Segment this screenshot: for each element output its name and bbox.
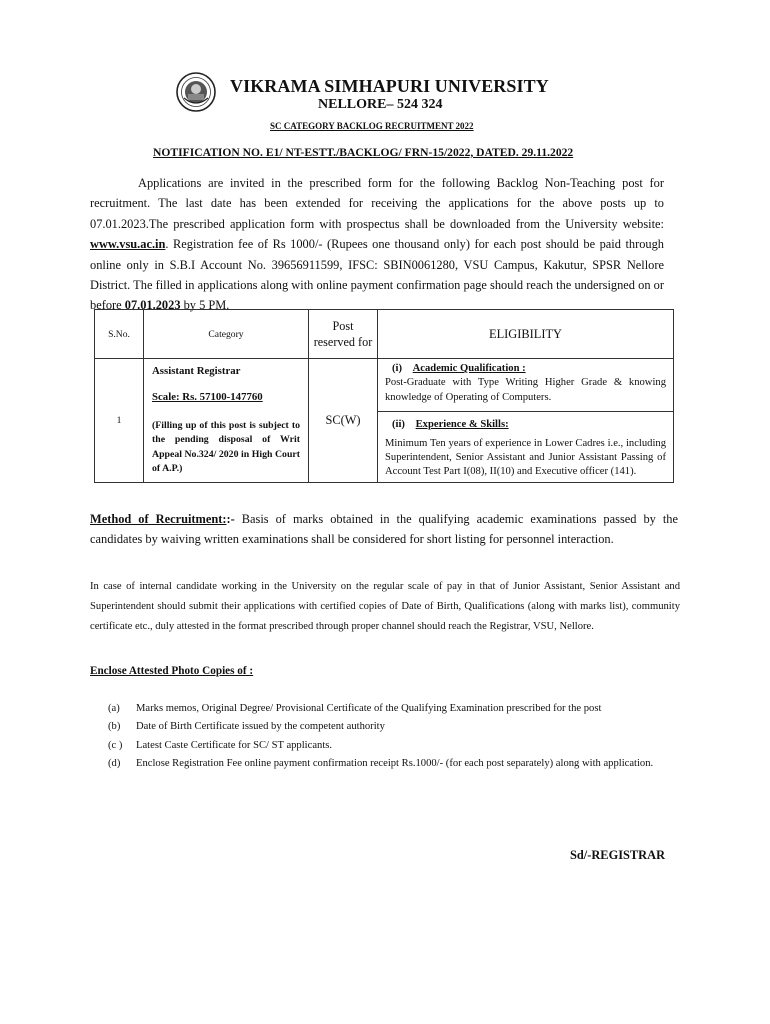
intro-paragraph — [90, 173, 664, 316]
list-item: (d) Enclose Registration Fee online payment confirmation receipt Rs.1000/- (for each post separately) along with application. — [108, 758, 654, 770]
table-row — [95, 359, 674, 483]
university-city: NELLORE– 524 324 — [318, 97, 443, 112]
list-item: (c ) Latest Caste Certificate for SC/ ST applicants. — [108, 739, 333, 751]
cell-reserved: SC(W) — [309, 359, 378, 483]
list-item: (a) Marks memos, Original Degree/ Provisional Certificate of the Qualifying Examination prescribed for the post — [108, 703, 602, 714]
header-post-reserved: Post reserved for — [309, 310, 378, 359]
experience-title: Experience & Skills: — [415, 419, 509, 431]
academic-text: Post-Graduate with Type Writing Higher Grade & knowing knowledge of Operating of Computers. — [385, 377, 666, 403]
method-text: Basis of marks obtained in the qualifying academic examinations passed by the candidates by waiving written examinations shall be considered for short listing for personnel interaction. — [90, 512, 678, 546]
experience-text: Minimum Ten years of experience in Lower Cadres i.e., including Superintendent, Senior Assistant and Junior Assistant Passing of Account Test Part I(08), II(10) and Executive officer (141). — [385, 437, 666, 478]
header-category: Category — [144, 310, 309, 359]
notification-number: NOTIFICATION NO. E1/ NT-ESTT./BACKLOG/ FRN-15/2022, DATED. 29.11.2022 — [153, 146, 574, 159]
intro-part1: Applications are invited in the prescribed form for the following Backlog Non-Teaching post for recruitment. The last date has been extended for receiving the applications for the above posts up to 07.01.2023.The prescribed application form with prospectus shall be downloaded from the University website: — [90, 176, 664, 231]
university-seal-icon — [176, 72, 216, 112]
cell-sno: 1 — [95, 359, 144, 483]
cell-category — [144, 359, 309, 483]
eligibility-table — [94, 309, 674, 483]
header-eligibility: ELIGIBILITY — [378, 310, 674, 359]
intro-part2: . Registration fee of Rs 1000/- (Rupees one thousand only) for each post should be paid through online only in S.B.I Account No. 39656911599, IFSC: SBIN0061280, VSU Campus, Kakutur, SPSR Nellore District. The filled in applications along with online payment confirmation page should reach the undersigned on or before — [90, 237, 664, 313]
cell-eligibility — [378, 359, 674, 483]
academic-heading — [392, 362, 666, 376]
experience-heading — [392, 418, 666, 432]
enclose-heading: Enclose Attested Photo Copies of : — [90, 665, 254, 677]
academic-marker: (i) — [392, 363, 402, 374]
university-name: VIKRAMA SIMHAPURI UNIVERSITY — [230, 76, 549, 96]
academic-title: Academic Qualification : — [412, 363, 526, 374]
intro-part3: by 5 PM. — [180, 298, 230, 313]
method-paragraph — [90, 510, 678, 549]
website-link[interactable]: www.vsu.ac.in — [90, 237, 166, 252]
list-item: (b) Date of Birth Certificate issued by the competent authority — [108, 721, 385, 733]
internal-candidate-note: In case of internal candidate working in the University on the regular scale of pay in that of Junior Assistant, Senior Assistant and Superintendent should submit their applications with certified copies of Date of Birth, Qualifications (along with marks list), community certificate etc., duly attested in the format prescribed through proper channel should reach the Registrar, VSU, Nellore. — [90, 581, 680, 632]
header-sno: S.No. — [95, 310, 144, 359]
post-name: Assistant Registrar — [152, 365, 241, 377]
experience-marker: (ii) — [392, 419, 405, 431]
deadline-date: 07.01.2023 — [124, 298, 181, 313]
pay-scale: Scale: Rs. 57100-147760 — [152, 391, 263, 403]
enclose-list — [108, 700, 680, 774]
registrar-signature: Sd/-REGISTRAR — [570, 848, 666, 862]
method-separator: :- — [226, 512, 235, 526]
table-header-row — [95, 310, 674, 359]
recruitment-subtitle: SC CATEGORY BACKLOG RECRUITMENT 2022 — [270, 121, 474, 131]
post-note: (Filling up of this post is subject to the pending disposal of Writ Appeal No.324/ 2020 in High Court of A.P.) — [152, 420, 300, 475]
method-label: Method of Recruitment: — [90, 512, 227, 526]
